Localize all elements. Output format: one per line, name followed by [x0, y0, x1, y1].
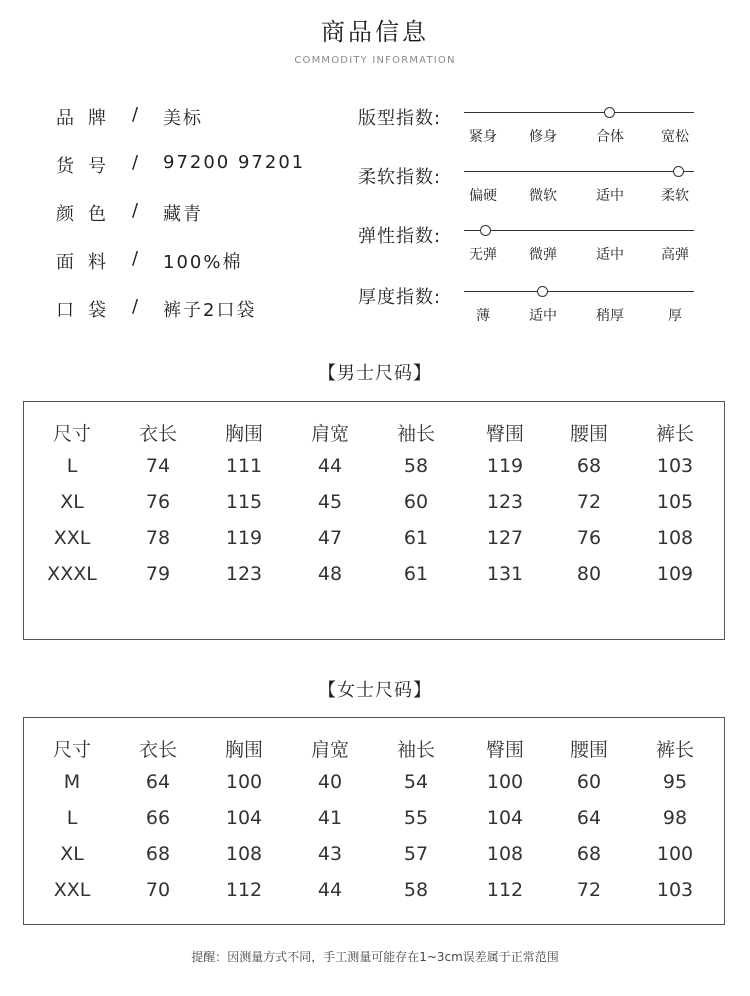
column-header: 胸围 [224, 423, 263, 445]
column-header: 胸围 [224, 739, 263, 761]
info-key: 口袋 [56, 300, 120, 321]
column-header: 裤长 [655, 423, 694, 445]
info-value: 藏青 [163, 204, 203, 225]
table-cell: 95 [662, 771, 688, 793]
index-option: 宽松 [661, 129, 689, 145]
index-marker [604, 107, 615, 118]
index-option: 高弹 [661, 247, 689, 263]
info-row-color [56, 200, 356, 230]
table-cell: 123 [486, 491, 524, 513]
table-cell: L [66, 807, 78, 829]
column-header: 臀围 [485, 423, 524, 445]
index-track [464, 230, 694, 231]
index-option: 稍厚 [596, 308, 624, 324]
table-cell: 112 [486, 879, 524, 901]
table-cell: 76 [145, 491, 171, 513]
column-header: 衣长 [138, 739, 177, 761]
table-cell: 55 [403, 807, 429, 829]
index-scale [358, 163, 698, 213]
women-size-title: 【女士尺码】 [318, 680, 432, 701]
info-value: 97200 97201 [163, 152, 306, 173]
table-cell: 108 [656, 527, 694, 549]
column-header: 袖长 [396, 423, 435, 445]
table-cell: 104 [225, 807, 263, 829]
index-marker [537, 286, 548, 297]
index-marker [480, 225, 491, 236]
table-cell: 68 [145, 843, 171, 865]
info-row-pockets [56, 296, 356, 326]
index-track [464, 171, 694, 172]
info-separator: / [132, 104, 139, 125]
table-cell: 48 [317, 563, 343, 585]
column-header: 衣长 [138, 423, 177, 445]
index-scale [358, 283, 698, 333]
measurement-note: 提醒：因测量方式不同，手工测量可能存在1~3cm误差属于正常范围 [191, 950, 559, 964]
index-label: 版型指数: [358, 108, 442, 129]
table-cell: 57 [403, 843, 429, 865]
table-cell: 66 [145, 807, 171, 829]
column-header: 腰围 [569, 423, 608, 445]
column-header: 臀围 [485, 739, 524, 761]
table-cell: XL [60, 843, 84, 865]
column-header: 肩宽 [310, 739, 349, 761]
table-cell: XL [60, 491, 84, 513]
table-cell: 54 [403, 771, 429, 793]
index-option: 微弹 [529, 247, 557, 263]
info-key: 货号 [56, 156, 120, 177]
table-cell: 40 [317, 771, 343, 793]
index-option: 合体 [596, 129, 624, 145]
info-row-item-number [56, 152, 356, 182]
info-separator: / [132, 152, 139, 173]
info-value: 100%棉 [163, 252, 243, 273]
table-cell: 119 [225, 527, 263, 549]
table-cell: 104 [486, 807, 524, 829]
index-label: 柔软指数: [358, 167, 442, 188]
table-cell: 100 [656, 843, 694, 865]
info-row-fabric [56, 248, 356, 278]
column-header: 裤长 [655, 739, 694, 761]
info-separator: / [132, 296, 139, 317]
table-cell: 64 [576, 807, 602, 829]
table-cell: XXXL [47, 563, 97, 585]
women-size-table [23, 717, 725, 925]
index-scale [358, 222, 698, 272]
table-cell: 108 [225, 843, 263, 865]
index-option: 厚 [668, 308, 682, 324]
index-option: 无弹 [469, 247, 497, 263]
table-cell: 68 [576, 843, 602, 865]
table-cell: 44 [317, 455, 343, 477]
table-cell: XXL [53, 879, 91, 901]
table-cell: 112 [225, 879, 263, 901]
table-cell: 61 [403, 563, 429, 585]
table-cell: 100 [486, 771, 524, 793]
index-option: 修身 [529, 129, 557, 145]
index-option: 薄 [476, 308, 490, 324]
page-title: 商品信息 [321, 18, 429, 46]
table-cell: 58 [403, 879, 429, 901]
table-cell: 115 [225, 491, 263, 513]
index-option: 紧身 [469, 129, 497, 145]
table-cell: 44 [317, 879, 343, 901]
table-cell: 98 [662, 807, 688, 829]
index-label: 厚度指数: [358, 287, 442, 308]
table-cell: 72 [576, 491, 602, 513]
index-option: 偏硬 [469, 188, 497, 204]
index-option: 适中 [596, 188, 624, 204]
table-cell: 80 [576, 563, 602, 585]
index-marker [673, 166, 684, 177]
index-option: 适中 [596, 247, 624, 263]
table-cell: 79 [145, 563, 171, 585]
index-track [464, 112, 694, 113]
table-cell: 103 [656, 879, 694, 901]
index-option: 柔软 [661, 188, 689, 204]
info-key: 品牌 [56, 108, 120, 129]
table-cell: 100 [225, 771, 263, 793]
info-value: 美标 [163, 108, 203, 129]
table-cell: 60 [403, 491, 429, 513]
table-cell: 58 [403, 455, 429, 477]
table-cell: 74 [145, 455, 171, 477]
info-separator: / [132, 200, 139, 221]
info-key: 面料 [56, 252, 120, 273]
index-scale [358, 104, 698, 154]
table-cell: 127 [486, 527, 524, 549]
table-cell: 68 [576, 455, 602, 477]
index-track [464, 291, 694, 292]
table-cell: 105 [656, 491, 694, 513]
table-cell: 45 [317, 491, 343, 513]
info-value: 裤子2口袋 [163, 300, 257, 321]
table-cell: 131 [486, 563, 524, 585]
table-cell: 103 [656, 455, 694, 477]
page-subtitle: COMMODITY INFORMATION [294, 55, 456, 66]
table-cell: 72 [576, 879, 602, 901]
table-cell: 109 [656, 563, 694, 585]
column-header: 尺寸 [52, 423, 91, 445]
column-header: 腰围 [569, 739, 608, 761]
table-cell: 41 [317, 807, 343, 829]
info-row-brand [56, 104, 356, 134]
table-cell: 60 [576, 771, 602, 793]
column-header: 袖长 [396, 739, 435, 761]
index-label: 弹性指数: [358, 226, 442, 247]
table-cell: M [63, 771, 81, 793]
table-cell: 61 [403, 527, 429, 549]
men-size-title: 【男士尺码】 [318, 363, 432, 384]
table-cell: 47 [317, 527, 343, 549]
table-cell: 43 [317, 843, 343, 865]
table-cell: 78 [145, 527, 171, 549]
table-cell: 76 [576, 527, 602, 549]
table-cell: 70 [145, 879, 171, 901]
table-cell: 64 [145, 771, 171, 793]
men-size-table [23, 401, 725, 640]
table-cell: 119 [486, 455, 524, 477]
index-option: 微软 [529, 188, 557, 204]
column-header: 肩宽 [310, 423, 349, 445]
column-header: 尺寸 [52, 739, 91, 761]
table-cell: L [66, 455, 78, 477]
table-cell: 123 [225, 563, 263, 585]
index-option: 适中 [529, 308, 557, 324]
table-cell: XXL [53, 527, 91, 549]
table-cell: 111 [225, 455, 263, 477]
info-key: 颜色 [56, 204, 120, 225]
table-cell: 108 [486, 843, 524, 865]
info-separator: / [132, 248, 139, 269]
